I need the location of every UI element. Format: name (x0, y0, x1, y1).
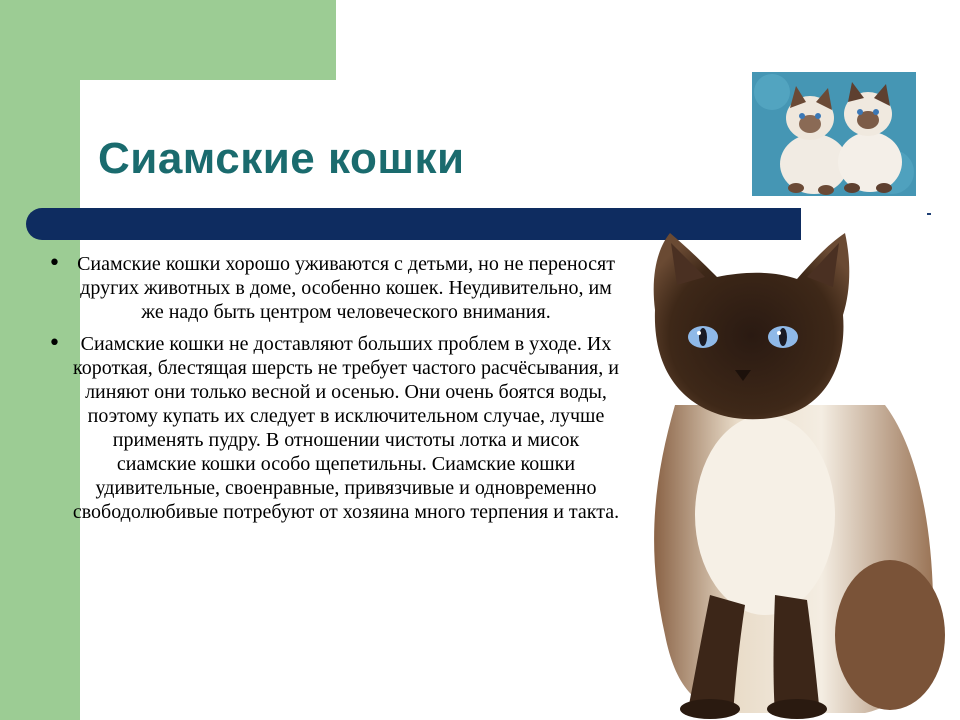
rounded-corner (80, 80, 140, 140)
bullet-marker: • (48, 251, 61, 276)
bullet-list (40, 252, 620, 532)
bullet-text: Сиамские кошки не доставляют больших проблем в уходе. Их короткая, блестящая шерсть не требует частого расчёсывания, и линяют они только весной и осенью. Они очень боятся воды, поэтому купать их следует в исключительном случае, лучше применять пудру. В отношении чистоты лотка и мисок сиамские кошки особо щепетильны. Сиамские кошки удивительные, своенравные, привязчивые и одновременно свободолюбивые потребуют от хозяина много терпения и такта. (72, 333, 620, 523)
slide-title: Сиамские кошки (98, 134, 465, 183)
bullet-text: Сиамские кошки хорошо уживаются с детьми, но не переносят других животных в доме, особенно кошек. Неудивительно, им же надо быть центром человеческого внимания. (77, 253, 615, 323)
list-item (40, 252, 620, 324)
bullet-marker: • (48, 331, 61, 356)
top-accent-block (80, 0, 336, 80)
kittens-photo (752, 72, 916, 196)
list-item (40, 332, 620, 524)
siamese-cat-photo (615, 215, 960, 720)
